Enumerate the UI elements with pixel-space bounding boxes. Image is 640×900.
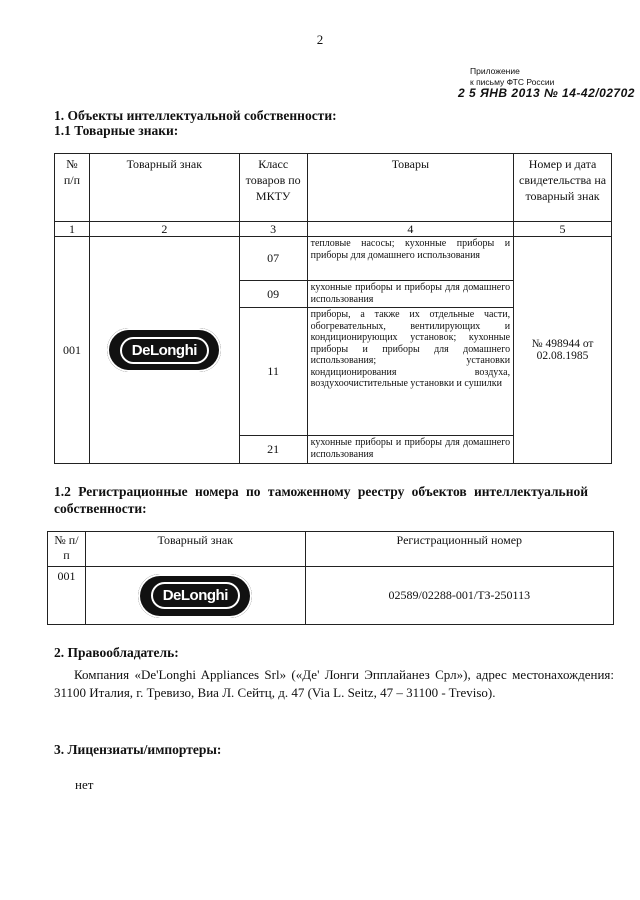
trademark-cell bbox=[89, 237, 239, 464]
header-class: Класс товаров по МКТУ bbox=[239, 154, 307, 222]
appendix-stamp bbox=[458, 66, 635, 100]
row-number: 001 bbox=[55, 237, 90, 464]
table-header-row bbox=[55, 154, 612, 222]
col-number: 2 bbox=[89, 222, 239, 237]
section2-title: 2. Правообладатель: bbox=[54, 645, 179, 660]
logo-text: DeLonghi bbox=[151, 582, 240, 609]
row-number: 001 bbox=[48, 567, 86, 625]
licensees-text: нет bbox=[75, 777, 94, 792]
registration-number: 02589/02288-001/ТЗ-250113 bbox=[305, 567, 613, 625]
delonghi-logo bbox=[107, 328, 221, 372]
rightsholder-text: Компания «De'Longhi Appliances Srl» («Де' Лонги Эпплайанез Срл»), адрес местонахождения: 31100 Италия, г. Тревизо, Виа Л. Сейтц, д. 47 (Via L. Seitz, 47 – 31100 - Treviso). bbox=[54, 667, 614, 700]
appendix-handwritten-date: 2 5 ЯНВ 2013 № 14-42/02702 bbox=[458, 86, 635, 100]
goods-text: кухонные приборы и приборы для домашнего использования bbox=[307, 281, 513, 308]
page-number: 2 bbox=[316, 32, 324, 47]
header-trademark: Товарный знак bbox=[89, 154, 239, 222]
header-goods: Товары bbox=[307, 154, 513, 222]
column-number-row bbox=[55, 222, 612, 237]
table-header-row bbox=[48, 532, 614, 567]
class-code: 07 bbox=[239, 237, 307, 281]
header-num: № п/п bbox=[48, 532, 86, 567]
goods-text: приборы, а также их отдельные части, обогревательных, вентилирующих и кондиционирующих установок; кухонные приборы и приборы для домашнего использования; установки кондиционирования воздуха, воздухоочистительные установки и сушилки bbox=[307, 308, 513, 436]
section1-2-title-line1 bbox=[54, 483, 588, 517]
registry-table bbox=[47, 531, 614, 625]
col-number: 1 bbox=[55, 222, 90, 237]
appendix-line1: Приложение bbox=[470, 66, 520, 76]
header-trademark: Товарный знак bbox=[85, 532, 305, 567]
section3-title: 3. Лицензиаты/импортеры: bbox=[54, 742, 222, 757]
trademark-cell bbox=[85, 567, 305, 625]
col-number: 3 bbox=[239, 222, 307, 237]
goods-text: тепловые насосы; кухонные приборы и приборы для домашнего использования bbox=[307, 237, 513, 281]
section1-2-title: 1.2 Регистрационные номера по таможенному реестру объектов интеллектуальной собственности: bbox=[54, 484, 588, 516]
trademarks-table bbox=[54, 153, 612, 464]
delonghi-logo bbox=[138, 574, 252, 618]
header-certificate: Номер и дата свидетельства на товарный знак bbox=[514, 154, 612, 222]
header-num: № п/п bbox=[55, 154, 90, 222]
logo-text: DeLonghi bbox=[120, 337, 209, 364]
col-number: 5 bbox=[514, 222, 612, 237]
table-row bbox=[55, 237, 612, 281]
section1-subtitle: 1.1 Товарные знаки: bbox=[54, 123, 179, 138]
class-code: 21 bbox=[239, 436, 307, 464]
section1-title: 1. Объекты интеллектуальной собственности: bbox=[54, 108, 337, 123]
table-row bbox=[48, 567, 614, 625]
col-number: 4 bbox=[307, 222, 513, 237]
goods-text: кухонные приборы и приборы для домашнего использования bbox=[307, 436, 513, 464]
header-reg-number: Регистрационный номер bbox=[305, 532, 613, 567]
appendix-line2: к письму ФТС России bbox=[470, 77, 555, 87]
certificate-number: № 498944 от 02.08.1985 bbox=[514, 237, 612, 464]
class-code: 09 bbox=[239, 281, 307, 308]
class-code: 11 bbox=[239, 308, 307, 436]
